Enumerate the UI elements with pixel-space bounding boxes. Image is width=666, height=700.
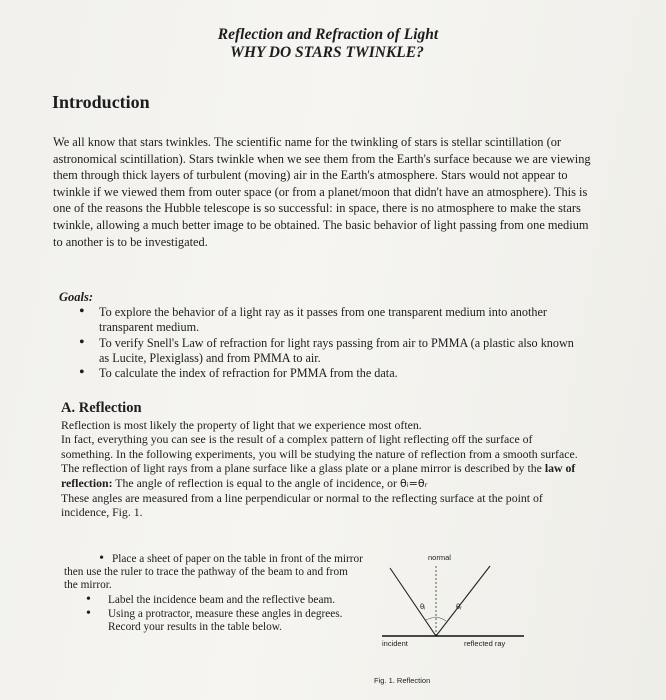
reflected-ray-label: reflected ray (464, 639, 506, 648)
angle-measurement-note: These angles are measured from a line perpendicular or normal to the reflecting surface at the point of incidence, Fig. 1. (61, 491, 543, 520)
goal-item: • To calculate the index of refraction for PMMA from the data. (76, 366, 576, 381)
goal-item: • To verify Snell's Law of refraction for light rays passing from air to PMMA (a plastic also known as Lucite, Plexiglass) and from PMMA to air. (76, 336, 576, 366)
reflection-equation: θᵢ=θᵣ (399, 476, 428, 490)
reflection-intro-line: Reflection is most likely the property of light that we experience most often. (61, 418, 422, 432)
law-of-reflection-label: law of reflection: (61, 461, 576, 490)
introduction-paragraph: We all know that stars twinkles. The scientific name for the twinkling of stars is stellar scintillation (or astronomical scintillation). Stars twinkle when we see them from the Earth's surface because we are viewing them through thick layers of turbulent (moving) air in the Earth's atmosphere. Stars would not appear to twinkle if we viewed them from outer space (or from a planet/moon that didn't have an atmosphere). This is one of the reasons the Hubble telescope is so successful: in space, there is no atmosphere to make the stars twinkle, allowing a much better image to be obtained. The basic behavior of light passing from one medium to another is to be investigated. (53, 135, 591, 249)
reflection-diagram (372, 548, 542, 658)
reflection-text (61, 418, 581, 520)
document-subtitle: WHY DO STARS TWINKLE? (230, 44, 424, 61)
reflection-paragraph-b: The angle of reflection is equal to the angle of incidence, or (115, 475, 397, 490)
goals-label: Goals: (59, 290, 94, 304)
figure-caption: Fig. 1. Reflection (374, 676, 431, 685)
incidence-angle-arc (426, 617, 436, 620)
reflection-paragraph-a: In fact, everything you can see is the result of a complex pattern of light reflecting off the surface of something. In the following experiments, you will be studying the nature of reflection from a smooth surface. The reflection of light rays from a plane surface like a glass plate or a plane mirror is described by the (61, 432, 578, 476)
goals-list (76, 305, 576, 382)
reflected-ray (436, 566, 490, 636)
normal-label: normal (428, 553, 451, 562)
reflection-paragraph (61, 432, 581, 491)
theta-i-label: θᵢ (420, 602, 426, 611)
procedure-step: • Label the incidence beam and the reflective beam. (64, 594, 364, 607)
incident-ray (390, 568, 436, 636)
goal-item: • To explore the behavior of a light ray as it passes from one transparent medium into another transparent medium. (76, 305, 576, 335)
procedure-step: • Place a sheet of paper on the table in front of the mirror then use the ruler to trace the pathway of the beam to and from the mirror. (64, 551, 363, 592)
reflection-angle-arc (436, 617, 446, 621)
procedure-step: • Using a protractor, measure these angles in degrees. Record your results in the table below. (64, 608, 364, 634)
incident-label: incident (382, 639, 408, 648)
introduction-heading: Introduction (52, 92, 150, 112)
procedure-steps (64, 552, 364, 634)
reflection-heading: A. Reflection (61, 400, 142, 416)
theta-r-label: θᵣ (456, 602, 462, 611)
document-title: Reflection and Refraction of Light (217, 26, 439, 43)
